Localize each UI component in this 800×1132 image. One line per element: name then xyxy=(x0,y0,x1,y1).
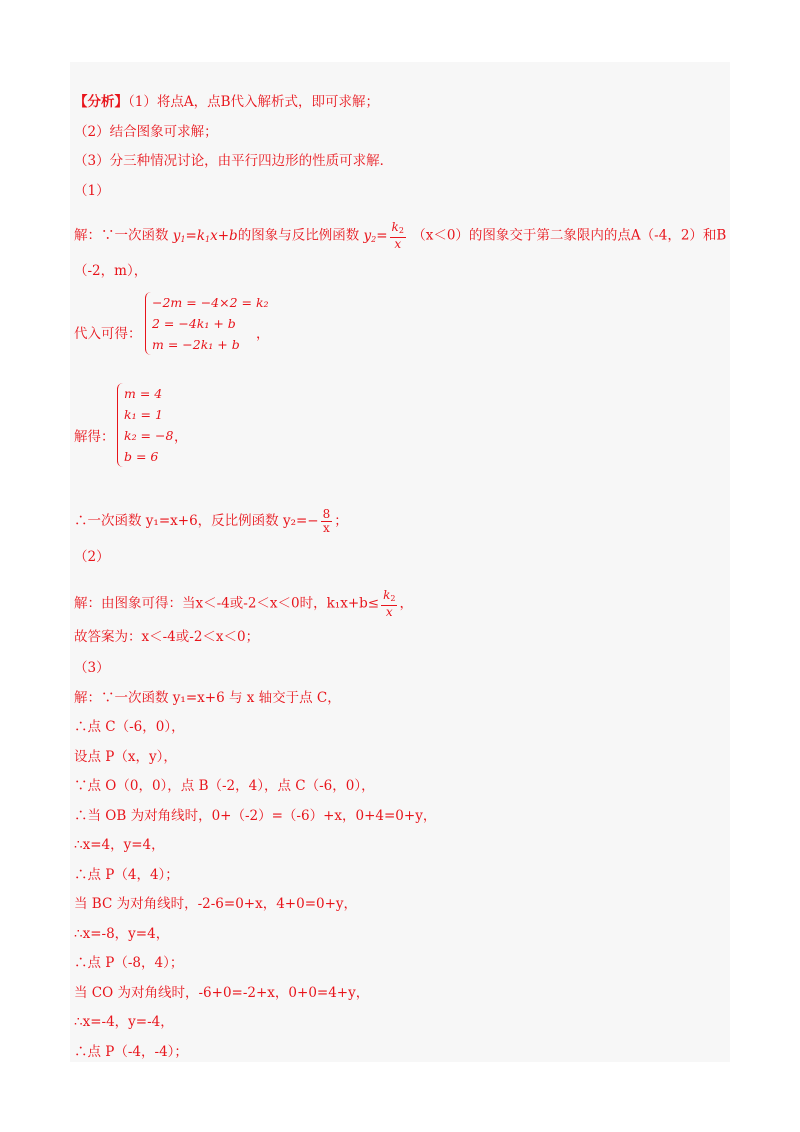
part2-sol: 解：由图象可得：当x＜-4或-2＜x＜0时，k₁x+b≤ xyxy=(74,595,380,612)
part1-sol-b: 的图象与反比例函数 xyxy=(237,227,360,244)
part1-solution-line xyxy=(74,221,726,251)
system1-eq-3: m = −2k₁ + b xyxy=(152,337,240,352)
part3-line: ∴点 P（4，4）； xyxy=(74,867,179,883)
part2-sol-end: ， xyxy=(399,595,413,612)
analysis-line-2: （2）结合图象可求解； xyxy=(74,124,218,140)
system2-eq-4: b = 6 xyxy=(124,449,159,464)
system1-eq-2: 2 = −4k₁ + b xyxy=(152,316,236,331)
part3-line: 当 CO 为对角线时，-6+0=-2+x，0+0=4+y， xyxy=(74,985,370,1001)
part3-label: （3） xyxy=(74,660,110,676)
part3-line: ∴点 P（-8，4）； xyxy=(74,955,184,971)
analysis-text-1: （1）将点A，点B代入解析式，即可求解； xyxy=(128,94,380,110)
equation-system-2 xyxy=(117,383,173,467)
part1-result-text: ∴一次函数 y₁=x+6，反比例函数 y₂= xyxy=(74,513,308,529)
substitute-label: 代入可得： xyxy=(74,326,142,342)
system2-eq-2: k₁ = 1 xyxy=(124,407,163,422)
part3-line: 解：∵一次函数 y₁=x+6 与 x 轴交于点 C， xyxy=(74,690,341,706)
part3-line: ∴x=4，y=4， xyxy=(74,837,165,853)
system2-eq-3: k₂ = −8 xyxy=(124,428,174,443)
inverse-function: $y_2=$ xyxy=(363,227,388,244)
part2-answer: 故答案为：x＜-4或-2＜x＜0； xyxy=(74,629,260,645)
part3-line: ∴x=-4，y=-4， xyxy=(74,1014,174,1030)
part3-line: ∴点 C（-6，0）， xyxy=(74,719,185,735)
solve-label: 解得： xyxy=(74,429,115,445)
part1-result: ∴一次函数 y₁=x+6，反比例函数 y₂=− $\frac{8}{x}$ ； xyxy=(74,507,348,535)
part1-sol-cont: （-2，m）， xyxy=(74,263,148,279)
part2-label: （2） xyxy=(74,549,110,565)
fraction-8-over-x: $\frac{8}{x}$ xyxy=(322,507,331,535)
part1-sol-a: 解：∵一次函数 xyxy=(74,227,169,244)
analysis-line-1 xyxy=(74,93,379,111)
part2-solution-line xyxy=(74,589,413,619)
part3-line: 设点 P（x，y）， xyxy=(74,749,177,765)
part1-label: （1） xyxy=(74,183,110,199)
solve-comma: ， xyxy=(174,429,188,445)
part3-line: ∵点 O（0，0），点 B（-2，4），点 C（-6，0）， xyxy=(74,778,375,794)
linear-function: $y_1=k_1x+b$ xyxy=(172,227,238,244)
part1-result-end: ； xyxy=(334,513,348,529)
system1-eq-1: −2m = −4×2 = k₂ xyxy=(152,295,269,310)
fraction-k2-over-x-2: $\frac{k_2}{x}$ xyxy=(383,588,396,619)
substitute-comma: ， xyxy=(256,326,270,342)
part3-line: 当 BC 为对角线时，-2-6=0+x，4+0=0+y， xyxy=(74,896,358,912)
equation-system-1 xyxy=(145,292,269,355)
system2-eq-1: m = 4 xyxy=(124,386,163,401)
part3-line: ∴x=-8，y=4， xyxy=(74,926,170,942)
part3-line: ∴当 OB 为对角线时，0+（-2）=（-6）+x，0+4=0+y， xyxy=(74,808,437,824)
part1-sol-c: （x＜0）的图象交于第二象限内的点A（-4，2）和B xyxy=(412,227,727,244)
part3-line: ∴点 P（-4，-4）； xyxy=(74,1044,188,1060)
analysis-line-3: （3）分三种情况讨论，由平行四边形的性质可求解． xyxy=(74,153,394,169)
analysis-tag: 【分析】 xyxy=(74,94,128,110)
fraction-k2-over-x: $\frac{k_2}{x}$ xyxy=(391,220,404,251)
